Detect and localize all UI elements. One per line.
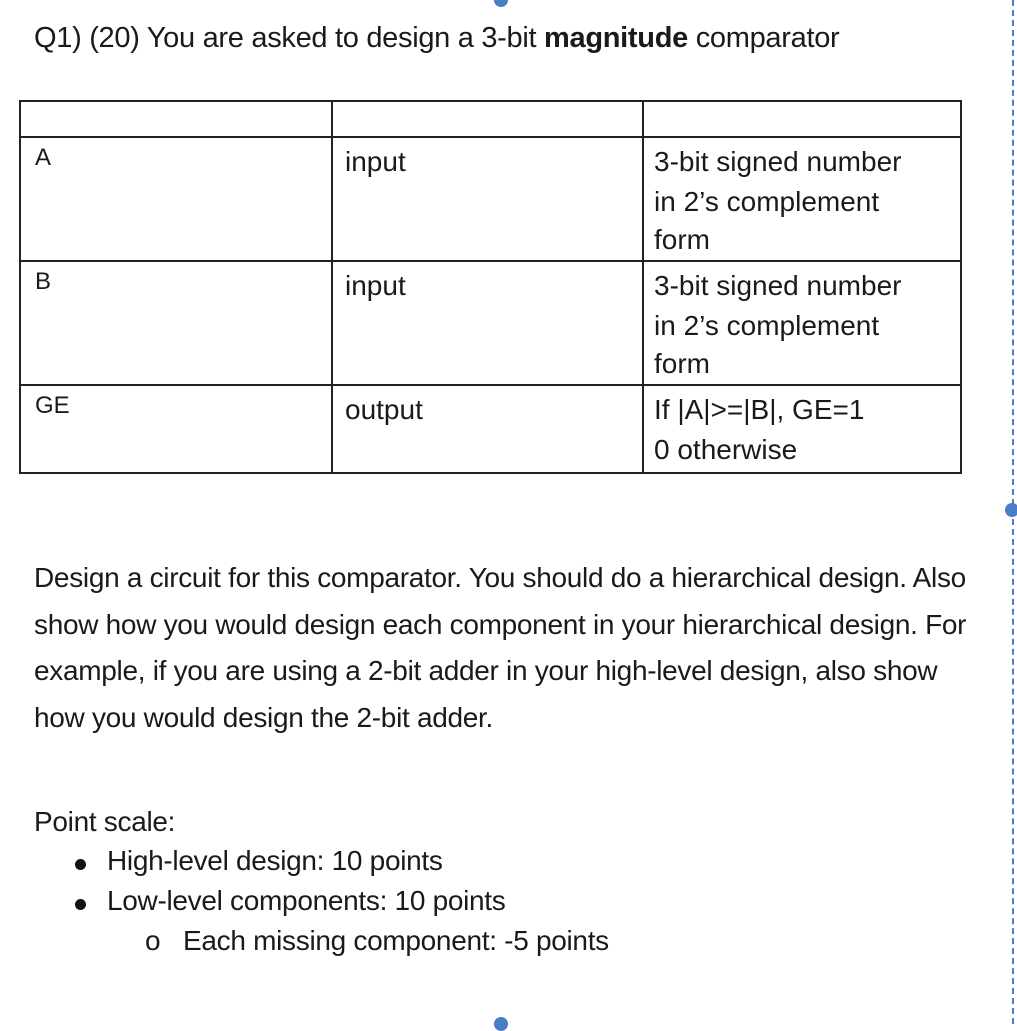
signal-table [19,100,962,474]
table-header-cell [20,101,332,137]
description-line: If |A|>=|B|, GE=1 [654,394,865,425]
resize-handle-right[interactable] [1005,503,1017,517]
question-bold-word: magnitude [544,22,688,54]
question-suffix: comparator [687,22,840,54]
bullet-icon [75,859,86,870]
list-item [107,885,506,917]
description-line: 0 otherwise [654,434,798,465]
signal-description [643,385,961,473]
table-header-cell [332,101,643,137]
signal-direction: output [332,385,643,473]
table-row [20,261,961,385]
list-item [107,845,443,877]
signal-description [643,137,961,261]
list-item-text: Low-level components: 10 points [107,885,506,916]
question-prefix: Q1) (20) You are asked to design a 3-bit [34,22,545,54]
description-line: 3-bit signed number [654,270,902,301]
signal-name: GE [20,385,332,473]
table-row [20,385,961,473]
resize-handle-top[interactable] [494,0,508,7]
bullet-icon [75,899,86,910]
table-header-row [20,101,961,137]
signal-name: B [20,261,332,385]
resize-handle-bottom[interactable] [494,1017,508,1031]
signal-direction: input [332,261,643,385]
sub-list-item [145,925,609,957]
sub-bullet-icon: o [145,925,161,956]
table-row [20,137,961,261]
description-line: 3-bit signed number [654,146,902,177]
signal-description [643,261,961,385]
signal-direction: input [332,137,643,261]
description-line: in 2’s complement [654,310,880,341]
point-scale-label: Point scale: [34,806,176,837]
sub-list-item-text: Each missing component: -5 points [183,925,609,956]
description-line: form [654,348,710,379]
description-line: form [654,224,710,255]
question-title [34,22,839,55]
description-line: in 2’s complement [654,186,880,217]
signal-name: A [20,137,332,261]
list-item-text: High-level design: 10 points [107,845,443,876]
table-header-cell [643,101,961,137]
instructions-paragraph: Design a circuit for this comparator. You should do a hierarchical design. Also show how you would design each component in your hierarchical design. For example, if you are using a 2-bit adder in your high-level design, also show how you would design the 2-bit adder. [34,562,967,733]
